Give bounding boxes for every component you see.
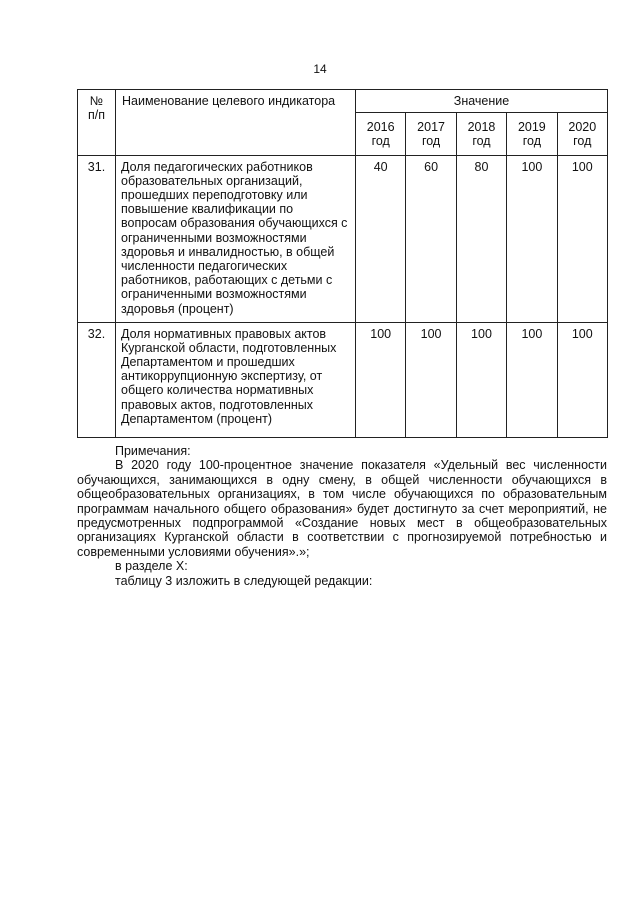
row-number: 31. [78,155,116,322]
year-number: 2017 [417,120,445,135]
row-value: 100 [557,155,607,322]
row-number: 32. [78,322,116,437]
row-value: 40 [356,155,406,322]
table3-line: таблицу 3 изложить в следующей редакции: [115,573,373,588]
indicators-table [77,89,608,438]
header-value: Значение [356,90,608,113]
table-row [78,155,608,322]
row-value: 100 [507,155,557,322]
row-value: 100 [406,322,456,437]
header-year [557,113,607,155]
notes-heading: Примечания: [115,444,191,458]
year-suffix: год [573,134,592,149]
year-suffix: год [421,134,441,149]
notes-paragraph: В 2020 году 100-процентное значение показателя «Удельный вес численности обучающихся, занимающихся в одну смену, в общей численности обучающихся в общеобразовательных организациях, в том числе обучающихся по образовательным программам начального общего образования» будет достигнуто за счет мероприятий, не предусмотренных подпрограммой «Создание новых мест в общеобразовательных организациях Курганской области в соответствии с прогнозируемой потребностью и современными условиями обучения».»; [77,458,607,559]
header-indicator-name: Наименование целевого индикатора [116,90,356,156]
header-number-line2: п/п [87,108,105,123]
year-number: 2018 [467,120,496,135]
header-number [78,90,116,156]
page-number: 14 [313,62,327,76]
row-value: 80 [456,155,506,322]
notes-section [77,444,607,588]
row-indicator-name: Доля педагогических работников образовательных организаций, прошедших переподготовку или повышение квалификации по вопросам образования обучающихся с ограниченными возможностями здоровья и инвалидностью, в общей численности педагогических работников, работающих с детьми с ограниченными возможностями здоровья (процент) [116,155,356,322]
row-indicator-name: Доля нормативных правовых актов Курганской области, подготовленных Департаментом и прошедших антикоррупционную экспертизу, от общего количества нормативных правовых актов, подготовленных Департаментом (процент) [116,322,356,437]
year-number: 2016 [366,120,395,135]
year-number: 2020 [568,120,597,135]
table-header-row [78,90,608,113]
section-x-line: в разделе X: [115,559,188,574]
row-value: 60 [406,155,456,322]
year-suffix: год [371,134,390,149]
row-value: 100 [356,322,406,437]
row-value: 100 [557,322,607,437]
header-year [356,113,406,155]
header-year [456,113,506,155]
year-suffix: год [472,134,491,149]
year-suffix: год [522,134,541,149]
header-year [406,113,456,155]
row-value: 100 [507,322,557,437]
header-number-line1: № [89,94,104,108]
row-value: 100 [456,322,506,437]
year-number: 2019 [517,120,546,135]
header-year [507,113,557,155]
table-row [78,322,608,437]
